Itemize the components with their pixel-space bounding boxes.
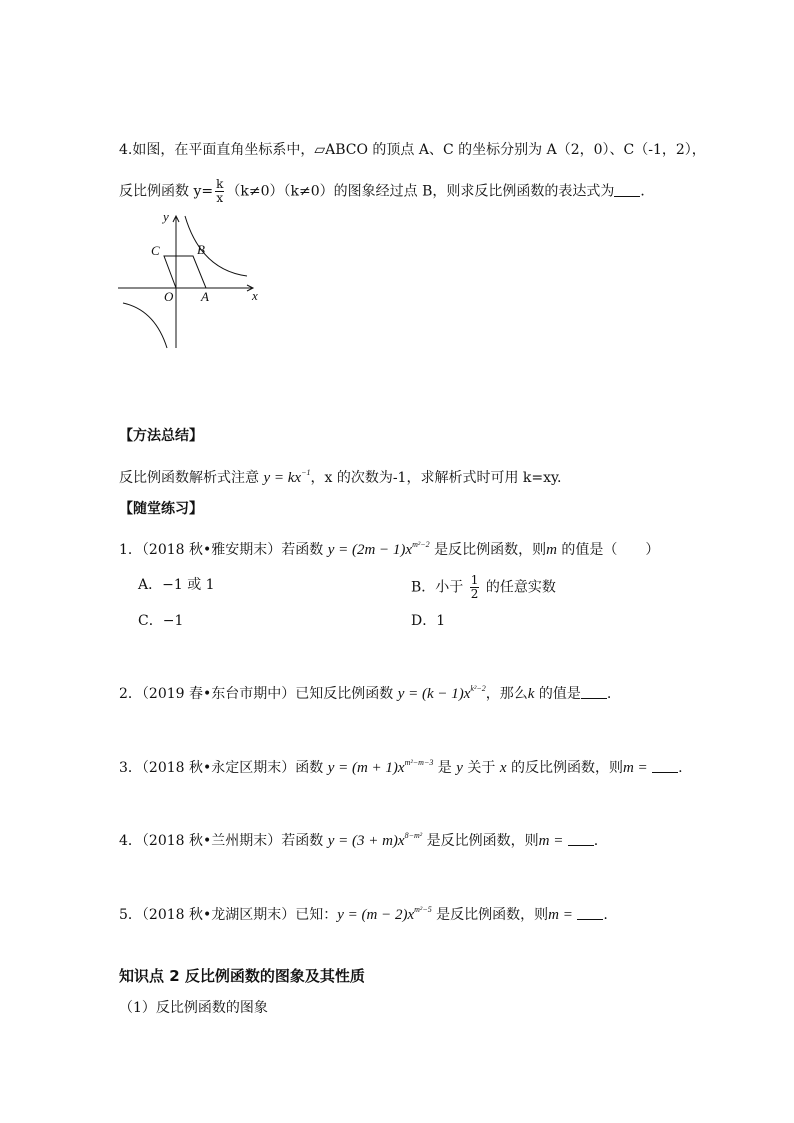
fraction-k-over-x: $\frac{k}{x}$ [216, 177, 224, 205]
option-d: D．1 [411, 613, 446, 629]
answer-blank [568, 831, 594, 846]
option-c: C．−1 [138, 613, 184, 629]
label-c: C [151, 243, 160, 258]
label-b: B [197, 242, 205, 257]
answer-blank [652, 758, 678, 773]
label-o: O [164, 289, 174, 304]
hyperbola-branch-q3 [123, 303, 167, 348]
method-summary-text: 反比例函数解析式注意 $y = kx^{-1}$，x 的次数为-1，求解析式时可用 k=xy. [119, 468, 562, 486]
practice-question-2: 2．（2019 春•东台市期中）已知反比例函数 $y = (k - 1)x^{k^2-2}$，那么k 的值是 . [119, 684, 612, 702]
method-summary-heading: 【方法总结】 [119, 428, 203, 444]
practice-question-5: 5．（2018 秋•龙湖区期末）已知：$y = (m - 2)x^{m^2-5}$ 是反比例函数，则m = . [119, 905, 608, 923]
label-y: y [163, 209, 169, 224]
practice-heading: 【随堂练习】 [119, 501, 203, 517]
question-4-line2: 反比例函数 y= $\frac{k}{x}$ （k≠0）（k≠0）的图象经过点 B，则求反比例函数的表达式为 ． [119, 177, 655, 205]
fraction-one-half: $\frac{1}{2}$ [470, 573, 479, 601]
answer-blank [614, 182, 640, 197]
knowledge-point-2-heading: 知识点 2 反比例函数的图象及其性质 [119, 967, 365, 985]
option-b: B．小于 $\frac{1}{2}$ 的任意实数 [411, 573, 556, 601]
question-4-line1: 4.如图，在平面直角坐标系中，▱ABCO 的顶点 A、C 的坐标分别为 A（2，0）、C（-1，2）， [119, 142, 706, 158]
answer-blank [577, 905, 603, 920]
label-x: x [252, 288, 258, 303]
practice-question-3: 3．（2018 秋•永定区期末）函数 $y = (m + 1)x^{m^2-m-3}$ 是 y 关于 x 的反比例函数，则m = . [119, 758, 683, 776]
knowledge-point-2-subheading: （1）反比例函数的图象 [119, 1000, 268, 1016]
parallelogram-abco [164, 256, 206, 288]
coordinate-figure [115, 208, 265, 353]
hyperbola-branch-q1 [185, 216, 247, 276]
practice-question-4: 4．（2018 秋•兰州期末）若函数 $y = (3 + m)x^{8-m^2}$ 是反比例函数，则m = . [119, 831, 599, 849]
practice-question-1: 1．（2018 秋•雅安期末）若函数 $y = (2m - 1)x^{m^2-2}$ 是反比例函数，则m 的值是（ ） [119, 540, 660, 558]
answer-blank [581, 684, 607, 699]
label-a: A [201, 289, 209, 304]
option-a: A．−1 或 1 [138, 577, 215, 593]
